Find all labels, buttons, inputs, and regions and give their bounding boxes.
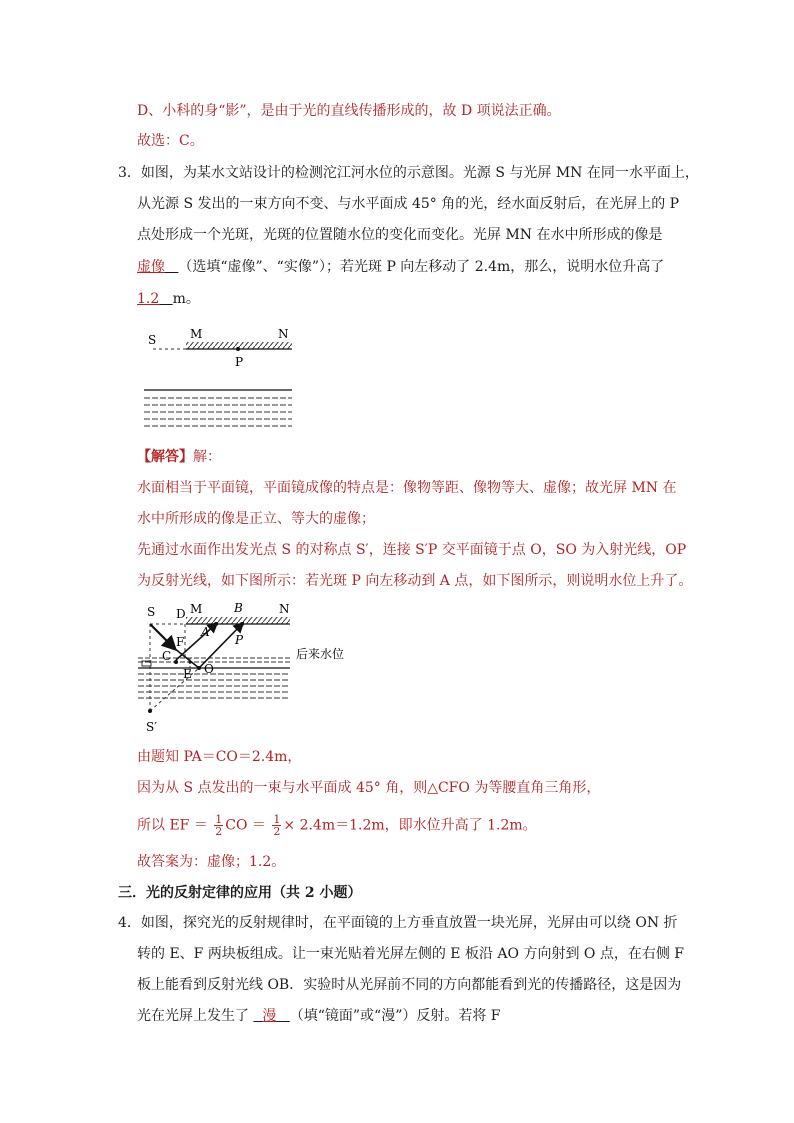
label-s: S: [147, 605, 156, 619]
svg-text:S: S: [148, 333, 157, 347]
solution-header: 【解答】解：: [137, 449, 221, 465]
solution-line-2: 水中所形成的像是正立、等大的虚像；: [137, 511, 375, 527]
q3-blank-2: 1.2: [137, 291, 160, 307]
label-n: N: [279, 602, 290, 616]
q4-line-2: 转的 E、F 两块板组成。让一束光贴着光屏左侧的 E 板沿 AO 方向射到 O 点，在右侧 F: [137, 946, 684, 962]
point-c: [174, 660, 178, 664]
q4-line-1: 4．如图，探究光的反射规律时，在平面镜的上方垂直放置一块光屏，光屏由可以绕 ON 折: [118, 915, 678, 931]
label-d: D: [176, 607, 186, 621]
q3-line-3: 点处形成一个光斑，光斑的位置随水位的变化而变化。光屏 MN 在水中所形成的像是: [137, 227, 663, 243]
point-o: [197, 666, 201, 670]
solution-calc-1: 由题知 PA＝CO＝2.4m，: [137, 749, 302, 765]
solution-figure: [138, 598, 368, 738]
point-p: [240, 622, 244, 626]
water-level-label: 后来水位: [296, 647, 345, 661]
solution-line-4: 为反射光线，如下图所示：若光斑 P 向左移动到 A 点，如下图所示，则说明水位上升了。: [137, 573, 693, 589]
label-o: O: [204, 662, 214, 676]
water-body: [144, 398, 292, 426]
label-m: M: [190, 327, 203, 341]
q3-unit: m。: [172, 291, 200, 307]
prev-answer-choice: 故选：C。: [137, 133, 204, 149]
label-e: E: [183, 667, 192, 681]
label-p: P: [235, 633, 244, 647]
fraction-half-2: $\frac{1}{2}$: [273, 813, 281, 838]
q3-figure: [140, 322, 300, 432]
point-e: [188, 660, 191, 663]
q3-line-4: [137, 257, 664, 277]
label-s-prime: S′: [146, 720, 157, 734]
label-a: A: [201, 625, 210, 639]
source-point-s: [148, 333, 156, 347]
solution-calc-2: 因为从 S 点发出的一束与水平面成 45° 角，则△CFO 为等腰直角三角形，: [137, 780, 601, 796]
q4-blank: 漫: [262, 1008, 277, 1024]
q3-line-4-text: （选填“虚像”、“实像”）；若光斑 P 向左移动了 2.4m，那么，说明水位升高了: [178, 259, 665, 275]
label-p: P: [235, 355, 244, 369]
point-s-prime: [148, 709, 152, 713]
solution-line-1: 水面相当于平面镜，平面镜成像的特点是：像物等距、像物等大、虚像；故光屏 MN 在: [137, 480, 677, 496]
q4-line-3: 板上能看到反射光线 OB．实验时从光屏前不同的方向都能看到光的传播路径，这是因为: [137, 977, 682, 993]
label-n: N: [278, 327, 289, 341]
screen-hatch: [186, 617, 290, 624]
q3-line-1: 3．如图，为某水文站设计的检测沱江河水位的示意图。光源 S 与光屏 MN 在同一水平面上，: [118, 165, 699, 181]
prev-answer-line-d: D、小科的身“影”，是由于光的直线传播形成的，故 D 项说法正确。: [137, 103, 561, 119]
q3-line-5: [137, 289, 200, 309]
fraction-half-1: $\frac{1}{2}$: [215, 813, 223, 838]
section-3-title: 三．光的反射定律的应用（共 2 小题）: [118, 885, 362, 901]
solution-line-3: 先通过水面作出发光点 S 的对称点 S′，连接 S′P 交平面镜于点 O，SO 为入射光线，OP: [137, 542, 687, 558]
incident-ray-s: [150, 624, 174, 648]
water-body: [138, 674, 290, 698]
label-f: F: [176, 635, 185, 649]
q3-line-2: 从光源 S 发出的一束方向不变、与水平面成 45° 角的光，经水面反射后，在光屏上的 P: [137, 196, 680, 212]
spot-p: [236, 347, 240, 351]
solution-final-answer: 故答案为：虚像；1.2。: [137, 854, 286, 870]
label-m: M: [190, 602, 203, 616]
q4-line-4: 光在光屏上发生了 漫 （填“镜面”或“漫”）反射。若将 F: [137, 1008, 501, 1024]
label-c: C: [162, 649, 172, 663]
point-a: [214, 622, 218, 626]
solution-calc-3: 所以 EF ＝ $\frac{1}{2}$ CO ＝ $\frac{1}{2}$ × 2.4m＝1.2m，即水位升高了 1.2m。: [137, 813, 537, 838]
label-b: B: [234, 601, 243, 615]
q3-blank-1: 虚像: [137, 259, 165, 275]
